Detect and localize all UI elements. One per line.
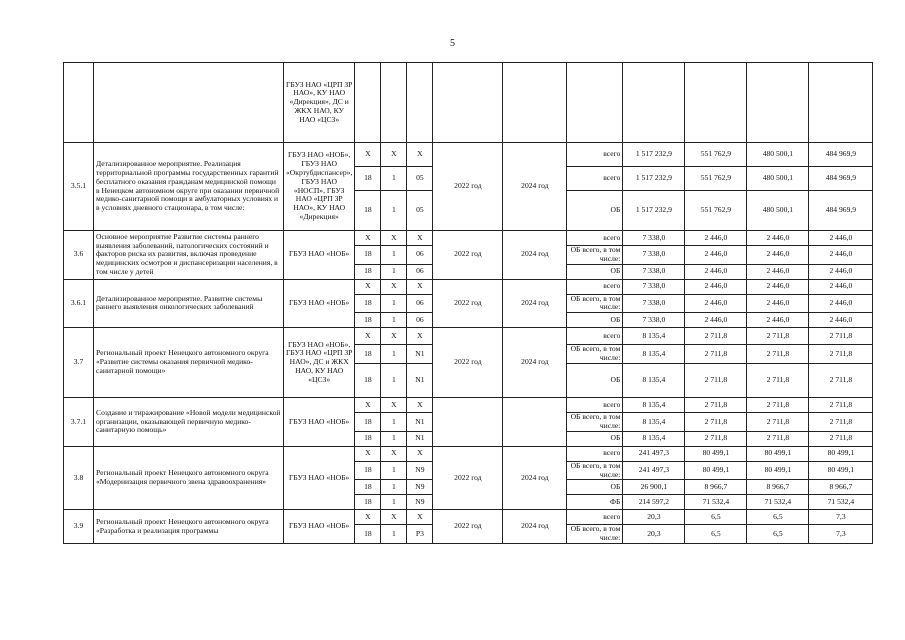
code-cell: 06	[407, 264, 433, 279]
code-cell: 1	[381, 246, 407, 265]
start-date: 2022 год	[433, 279, 503, 328]
total-value: 8 135,4	[623, 398, 685, 413]
end-date	[503, 398, 567, 447]
funding-source: ОБ	[567, 480, 623, 495]
code-cell	[381, 63, 407, 143]
year-value: 7,3	[809, 525, 873, 544]
table-row	[64, 328, 873, 345]
year-value: 2 711,8	[747, 345, 809, 364]
code-cell: 1	[381, 167, 407, 191]
code-cell: 1	[381, 364, 407, 398]
total-value: 20,3	[623, 510, 685, 525]
year-value: 484 969,9	[809, 167, 873, 191]
year-value: 2 446,0	[747, 231, 809, 246]
year-value: 6,5	[685, 510, 747, 525]
funding-source: всего	[567, 398, 623, 413]
code-cell: 1	[381, 191, 407, 231]
end-date: 2024 год	[503, 143, 567, 231]
item-number: 3.7	[64, 328, 94, 398]
total-value	[623, 63, 685, 143]
executor-cell: ГБУЗ НАО «НОБ»	[284, 398, 355, 447]
code-cell: 1	[381, 525, 407, 544]
year-value: 2 711,8	[685, 328, 747, 345]
code-cell: N9	[407, 480, 433, 495]
start-date: 2022 год	[433, 446, 503, 510]
start-date: 2022 год	[433, 510, 503, 544]
executor-cell: ГБУЗ НАО «НОБ»	[284, 279, 355, 328]
total-value: 241 497,3	[623, 461, 685, 480]
code-cell: X	[381, 143, 407, 167]
table-row	[64, 279, 873, 294]
table-row	[64, 398, 873, 413]
code-cell: 18	[355, 191, 381, 231]
year-value: 2 446,0	[747, 279, 809, 294]
total-value: 8 135,4	[623, 431, 685, 446]
year-value: 8 966,7	[809, 480, 873, 495]
code-cell: N9	[407, 461, 433, 480]
code-cell: X	[381, 231, 407, 246]
year-value: 2 711,8	[685, 413, 747, 432]
funding-source: всего	[567, 446, 623, 461]
total-value: 214 597,2	[623, 495, 685, 510]
code-cell: 18	[355, 167, 381, 191]
code-cell: N9	[407, 495, 433, 510]
start-date	[433, 63, 503, 143]
year-value: 2 446,0	[747, 313, 809, 328]
year-value: 80 499,1	[809, 446, 873, 461]
item-number: 3.6	[64, 231, 94, 280]
code-cell: 05	[407, 167, 433, 191]
executor-cell: ГБУЗ НАО «НОБ», ГБУЗ НАО «Окртубдиспансер», ГБУЗ НАО «НОСП», ГБУЗ НАО «ЦРП ЗР НАО», КУ НАО «Дирекция»	[284, 143, 355, 231]
executor-cell: ГБУЗ НАО «НОБ»	[284, 231, 355, 280]
year-value: 71 532,4	[809, 495, 873, 510]
total-value: 8 135,4	[623, 345, 685, 364]
year-value: 2 446,0	[747, 246, 809, 265]
code-cell: 1	[381, 294, 407, 313]
year-value	[809, 63, 873, 143]
funding-source: ФБ	[567, 495, 623, 510]
code-cell: 1	[381, 461, 407, 480]
code-cell: X	[407, 398, 433, 413]
year-value: 480 500,1	[747, 191, 809, 231]
code-cell: 06	[407, 313, 433, 328]
start-date: 2022 год	[433, 143, 503, 231]
item-number: 3.9	[64, 510, 94, 544]
year-value: 7,3	[809, 510, 873, 525]
year-value: 480 500,1	[747, 167, 809, 191]
funding-source: всего	[567, 231, 623, 246]
code-cell: N1	[407, 345, 433, 364]
code-cell: 18	[355, 345, 381, 364]
year-value: 80 499,1	[809, 461, 873, 480]
code-cell: X	[407, 510, 433, 525]
year-value	[747, 63, 809, 143]
year-value: 2 711,8	[685, 364, 747, 398]
year-value: 551 762,9	[685, 191, 747, 231]
year-value: 551 762,9	[685, 143, 747, 167]
year-value: 2 446,0	[685, 231, 747, 246]
code-cell: 18	[355, 246, 381, 265]
code-cell: 1	[381, 345, 407, 364]
total-value: 26 900,1	[623, 480, 685, 495]
item-number: 3.7.1	[64, 398, 94, 447]
item-name: Основное мероприятие Развитие системы раннего выявления заболеваний, патологических состояний и факторов риска их развития, включая проведение медицинских осмотров и диспансеризации населения, в том числе у детей	[94, 231, 284, 280]
code-cell: X	[355, 328, 381, 345]
funding-source: всего	[567, 167, 623, 191]
year-value: 2 711,8	[809, 345, 873, 364]
code-cell: 18	[355, 294, 381, 313]
total-value: 7 338,0	[623, 279, 685, 294]
year-value: 80 499,1	[685, 461, 747, 480]
total-value: 7 338,0	[623, 313, 685, 328]
executor-cell: ГБУЗ НАО «ЦРП ЗР НАО», КУ НАО «Дирекция», ДС и ЖКХ НАО, КУ НАО «ЦСЗ»	[284, 63, 355, 143]
year-value: 71 532,4	[685, 495, 747, 510]
item-number: 3.8	[64, 446, 94, 510]
year-value: 2 446,0	[809, 246, 873, 265]
year-value: 80 499,1	[685, 446, 747, 461]
page-number: 5	[450, 38, 455, 49]
year-value: 2 446,0	[685, 246, 747, 265]
year-value: 8 966,7	[747, 480, 809, 495]
end-date: 2024 год	[503, 231, 567, 280]
funding-source	[567, 63, 623, 143]
funding-source: всего	[567, 143, 623, 167]
code-cell: 1	[381, 495, 407, 510]
year-value: 2 711,8	[809, 398, 873, 413]
year-value: 2 711,8	[747, 364, 809, 398]
year-value: 2 446,0	[747, 264, 809, 279]
year-value: 2 711,8	[747, 431, 809, 446]
year-value: 2 711,8	[747, 328, 809, 345]
code-cell: X	[355, 143, 381, 167]
code-cell: X	[381, 510, 407, 525]
table-row	[64, 231, 873, 246]
code-cell: X	[407, 328, 433, 345]
year-value: 2 711,8	[685, 345, 747, 364]
executor-cell: ГБУЗ НАО «НОБ»	[284, 446, 355, 510]
year-value: 2 446,0	[809, 279, 873, 294]
code-cell: 06	[407, 294, 433, 313]
program-funding-table	[63, 62, 873, 544]
year-value: 8 966,7	[685, 480, 747, 495]
start-date: 2022 год	[433, 231, 503, 280]
code-cell: X	[407, 446, 433, 461]
funding-source: ОБ всего, в том числе:	[567, 413, 623, 432]
funding-source: ОБ всего, в том числе:	[567, 345, 623, 364]
code-cell: 18	[355, 364, 381, 398]
funding-source: ОБ	[567, 313, 623, 328]
start-date: 2022 год	[433, 328, 503, 398]
year-value: 484 969,9	[809, 191, 873, 231]
code-cell: 18	[355, 413, 381, 432]
funding-source: ОБ всего, в том числе:	[567, 461, 623, 480]
table-row	[64, 143, 873, 167]
end-date: 2024 год	[503, 279, 567, 328]
code-cell: 05	[407, 191, 433, 231]
year-value: 2 446,0	[685, 279, 747, 294]
code-cell: X	[355, 398, 381, 413]
item-name: Детализированное мероприятие. Реализация территориальной программы государственных гарантий бесплатного оказания гражданам медицинской помощи в Ненецком автономном округе при оказании первичной медико-санитарной помощи в амбулаторных условиях и в условиях дневного стационара, в том числе:	[94, 143, 284, 231]
code-cell: X	[381, 446, 407, 461]
table-row	[64, 510, 873, 525]
total-value: 7 338,0	[623, 264, 685, 279]
code-cell: 1	[381, 480, 407, 495]
total-value: 1 517 232,9	[623, 167, 685, 191]
year-value: 551 762,9	[685, 167, 747, 191]
year-value: 2 711,8	[809, 413, 873, 432]
funding-source: ОБ	[567, 431, 623, 446]
code-cell: X	[355, 446, 381, 461]
funding-source: всего	[567, 279, 623, 294]
code-cell: X	[381, 328, 407, 345]
year-value: 2 446,0	[685, 313, 747, 328]
funding-source: ОБ всего, в том числе:	[567, 525, 623, 544]
executor-cell: ГБУЗ НАО «НОБ»	[284, 510, 355, 544]
total-value: 8 135,4	[623, 328, 685, 345]
year-value: 2 446,0	[685, 264, 747, 279]
code-cell: 18	[355, 313, 381, 328]
item-number: 3.6.1	[64, 279, 94, 328]
code-cell: 18	[355, 264, 381, 279]
year-value: 480 500,1	[747, 143, 809, 167]
year-value: 2 711,8	[809, 431, 873, 446]
code-cell: X	[355, 231, 381, 246]
funding-source: ОБ всего, в том числе:	[567, 294, 623, 313]
year-value: 6,5	[747, 510, 809, 525]
funding-source: всего	[567, 510, 623, 525]
code-cell: 18	[355, 461, 381, 480]
code-cell: 18	[355, 480, 381, 495]
code-cell: X	[407, 279, 433, 294]
end-date: 2024 год	[503, 446, 567, 510]
code-cell: 1	[381, 431, 407, 446]
item-name: Создание и тиражирование «Новой модели медицинской организации, оказывающей первичную медико-санитарную помощь»	[94, 398, 284, 447]
item-name: Региональный проект Ненецкого автономного округа «Модернизация первичного звена здравоохранения»	[94, 446, 284, 510]
funding-source: всего	[567, 328, 623, 345]
year-value: 6,5	[747, 525, 809, 544]
year-value: 2 446,0	[809, 264, 873, 279]
total-value: 20,3	[623, 525, 685, 544]
start-date	[433, 398, 503, 447]
total-value: 1 517 232,9	[623, 143, 685, 167]
year-value: 2 446,0	[685, 294, 747, 313]
year-value: 2 711,8	[685, 398, 747, 413]
funding-source: ОБ	[567, 364, 623, 398]
code-cell: 06	[407, 246, 433, 265]
year-value: 2 711,8	[809, 364, 873, 398]
year-value: 2 711,8	[747, 413, 809, 432]
item-number	[64, 63, 94, 143]
table-row	[64, 446, 873, 461]
total-value: 241 497,3	[623, 446, 685, 461]
code-cell: X	[355, 510, 381, 525]
end-date: 2024 год	[503, 510, 567, 544]
code-cell: X	[381, 279, 407, 294]
code-cell: 18	[355, 495, 381, 510]
funding-source: ОБ	[567, 264, 623, 279]
year-value: 2 711,8	[747, 398, 809, 413]
item-number: 3.5.1	[64, 143, 94, 231]
total-value: 7 338,0	[623, 294, 685, 313]
total-value: 7 338,0	[623, 246, 685, 265]
year-value: 80 499,1	[747, 446, 809, 461]
total-value: 8 135,4	[623, 413, 685, 432]
end-date	[503, 63, 567, 143]
funding-source: ОБ	[567, 191, 623, 231]
total-value: 1 517 232,9	[623, 191, 685, 231]
item-name: Региональный проект Ненецкого автономного округа «Разработка и реализация программы	[94, 510, 284, 544]
year-value: 484 969,9	[809, 143, 873, 167]
year-value: 2 446,0	[809, 231, 873, 246]
year-value: 2 446,0	[747, 294, 809, 313]
code-cell: 1	[381, 264, 407, 279]
year-value: 2 711,8	[685, 431, 747, 446]
table-row	[64, 63, 873, 143]
code-cell: 18	[355, 431, 381, 446]
executor-cell: ГБУЗ НАО «НОБ», ГБУЗ НАО «ЦРП ЗР НАО», ДС и ЖКХ НАО, КУ НАО «ЦСЗ»	[284, 328, 355, 398]
code-cell: 18	[355, 525, 381, 544]
year-value: 71 532,4	[747, 495, 809, 510]
item-name	[94, 63, 284, 143]
code-cell: N1	[407, 364, 433, 398]
item-name: Детализированное мероприятие. Развитие системы раннего выявления онкологических заболеваний	[94, 279, 284, 328]
end-date: 2024 год	[503, 328, 567, 398]
year-value: 2 446,0	[809, 294, 873, 313]
total-value: 7 338,0	[623, 231, 685, 246]
code-cell: 1	[381, 413, 407, 432]
code-cell: X	[381, 398, 407, 413]
item-name: Региональный проект Ненецкого автономного округа «Развитие системы оказания первичной медико-санитарной помощи»	[94, 328, 284, 398]
year-value: 2 711,8	[809, 328, 873, 345]
year-value: 6,5	[685, 525, 747, 544]
year-value	[685, 63, 747, 143]
code-cell: P3	[407, 525, 433, 544]
funding-source: ОБ всего, в том числе:	[567, 246, 623, 265]
total-value: 8 135,4	[623, 364, 685, 398]
code-cell: N1	[407, 431, 433, 446]
code-cell: X	[407, 231, 433, 246]
year-value: 2 446,0	[809, 313, 873, 328]
code-cell	[407, 63, 433, 143]
code-cell: X	[407, 143, 433, 167]
code-cell: 1	[381, 313, 407, 328]
year-value: 80 499,1	[747, 461, 809, 480]
code-cell	[355, 63, 381, 143]
code-cell: X	[355, 279, 381, 294]
code-cell: N1	[407, 413, 433, 432]
